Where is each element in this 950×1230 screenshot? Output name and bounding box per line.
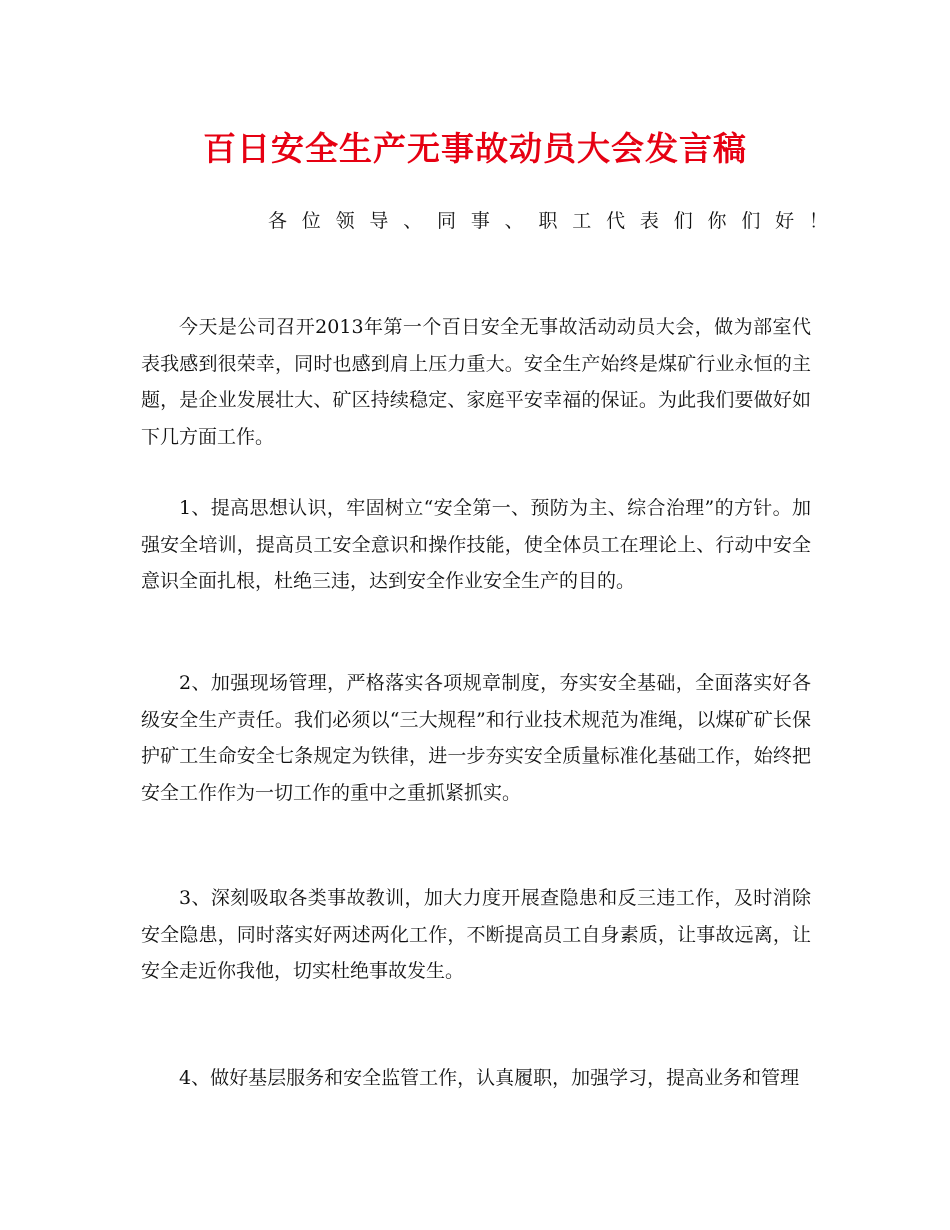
document-title: 百日安全生产无事故动员大会发言稿 [203,129,747,168]
greeting-line: 各位领导、同事、职工代表们你们好！ [268,210,828,232]
paragraph-point-2: 2、加强现场管理，严格落实各项规章制度，夯实安全基础，全面落实好各级安全生产责任。我们必须以“三大规程”和行业技术规范为准绳，以煤矿矿长保护矿工生命安全七条规定为铁律，进一步夯实安全质量标准化基础工作，始终把安全工作作为一切工作的重中之重抓紧抓实。 [141,672,811,804]
paragraph-point-3: 3、深刻吸取各类事故教训，加大力度开展查隐患和反三违工作，及时消除安全隐患，同时落实好两述两化工作，不断提高员工自身素质，让事故远离，让安全走近你我他，切实杜绝事故发生。 [141,887,811,982]
paragraph-point-4: 4、做好基层服务和安全监管工作，认真履职，加强学习，提高业务和管理 [179,1067,800,1089]
paragraph-point-1: 1、提高思想认识，牢固树立“安全第一、预防为主、综合治理”的方针。加强安全培训，提高员工安全意识和操作技能，使全体员工在理论上、行动中安全意识全面扎根，杜绝三违，达到安全作业安全生产的目的。 [141,497,811,592]
paragraph-intro: 今天是公司召开2013年第一个百日安全无事故活动动员大会，做为部室代表我感到很荣幸，同时也感到肩上压力重大。安全生产始终是煤矿行业永恒的主题，是企业发展壮大、矿区持续稳定、家庭平安幸福的保证。为此我们要做好如下几方面工作。 [141,316,811,448]
